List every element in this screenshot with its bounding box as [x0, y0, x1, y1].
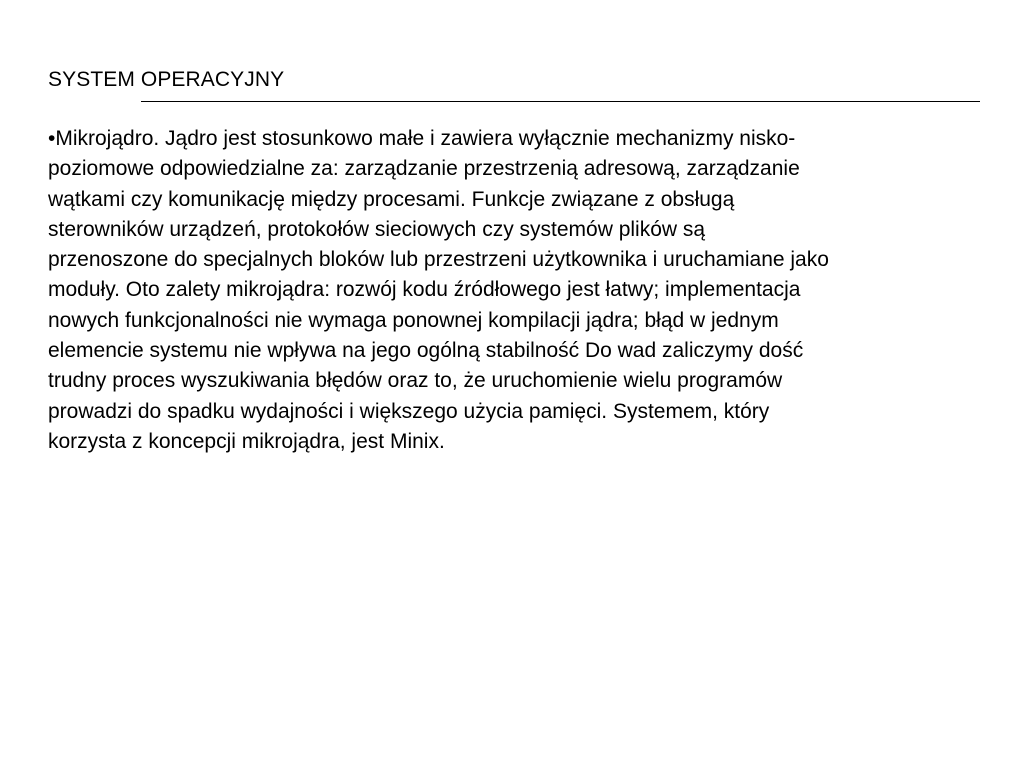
body-line: elemencie systemu nie wpływa na jego ogólną stabilność Do wad zaliczymy dość: [48, 339, 804, 363]
body-line: nowych funkcjonalności nie wymaga ponownej kompilacji jądra; błąd w jednym: [48, 308, 779, 332]
body-line: •Mikrojądro. Jądro jest stosunkowo małe i zawiera wyłącznie mechanizmy nisko-: [48, 127, 796, 150]
body-line: przenoszone do specjalnych bloków lub przestrzeni użytkownika i uruchamiane jako: [48, 248, 829, 272]
slide-body: [48, 124, 1008, 457]
body-line: sterowników urządzeń, protokołów sieciowych czy systemów plików są: [48, 217, 706, 241]
title-underline: [141, 101, 980, 102]
body-line: moduły. Oto zalety mikrojądra: rozwój kodu źródłowego jest łatwy; implementacja: [48, 278, 801, 302]
body-line: prowadzi do spadku wydajności i większego użycia pamięci. Systemem, który: [48, 399, 770, 423]
body-line: wątkami czy komunikację między procesami. Funkcje związane z obsługą: [48, 187, 735, 211]
slide-title: SYSTEM OPERACYJNY: [48, 68, 285, 91]
body-line: poziomowe odpowiedzialne za: zarządzanie przestrzenią adresową, zarządzanie: [48, 157, 800, 181]
body-line: korzysta z koncepcji mikrojądra, jest Minix.: [48, 429, 445, 453]
body-line: trudny proces wyszukiwania błędów oraz to, że uruchomienie wielu programów: [48, 369, 783, 393]
